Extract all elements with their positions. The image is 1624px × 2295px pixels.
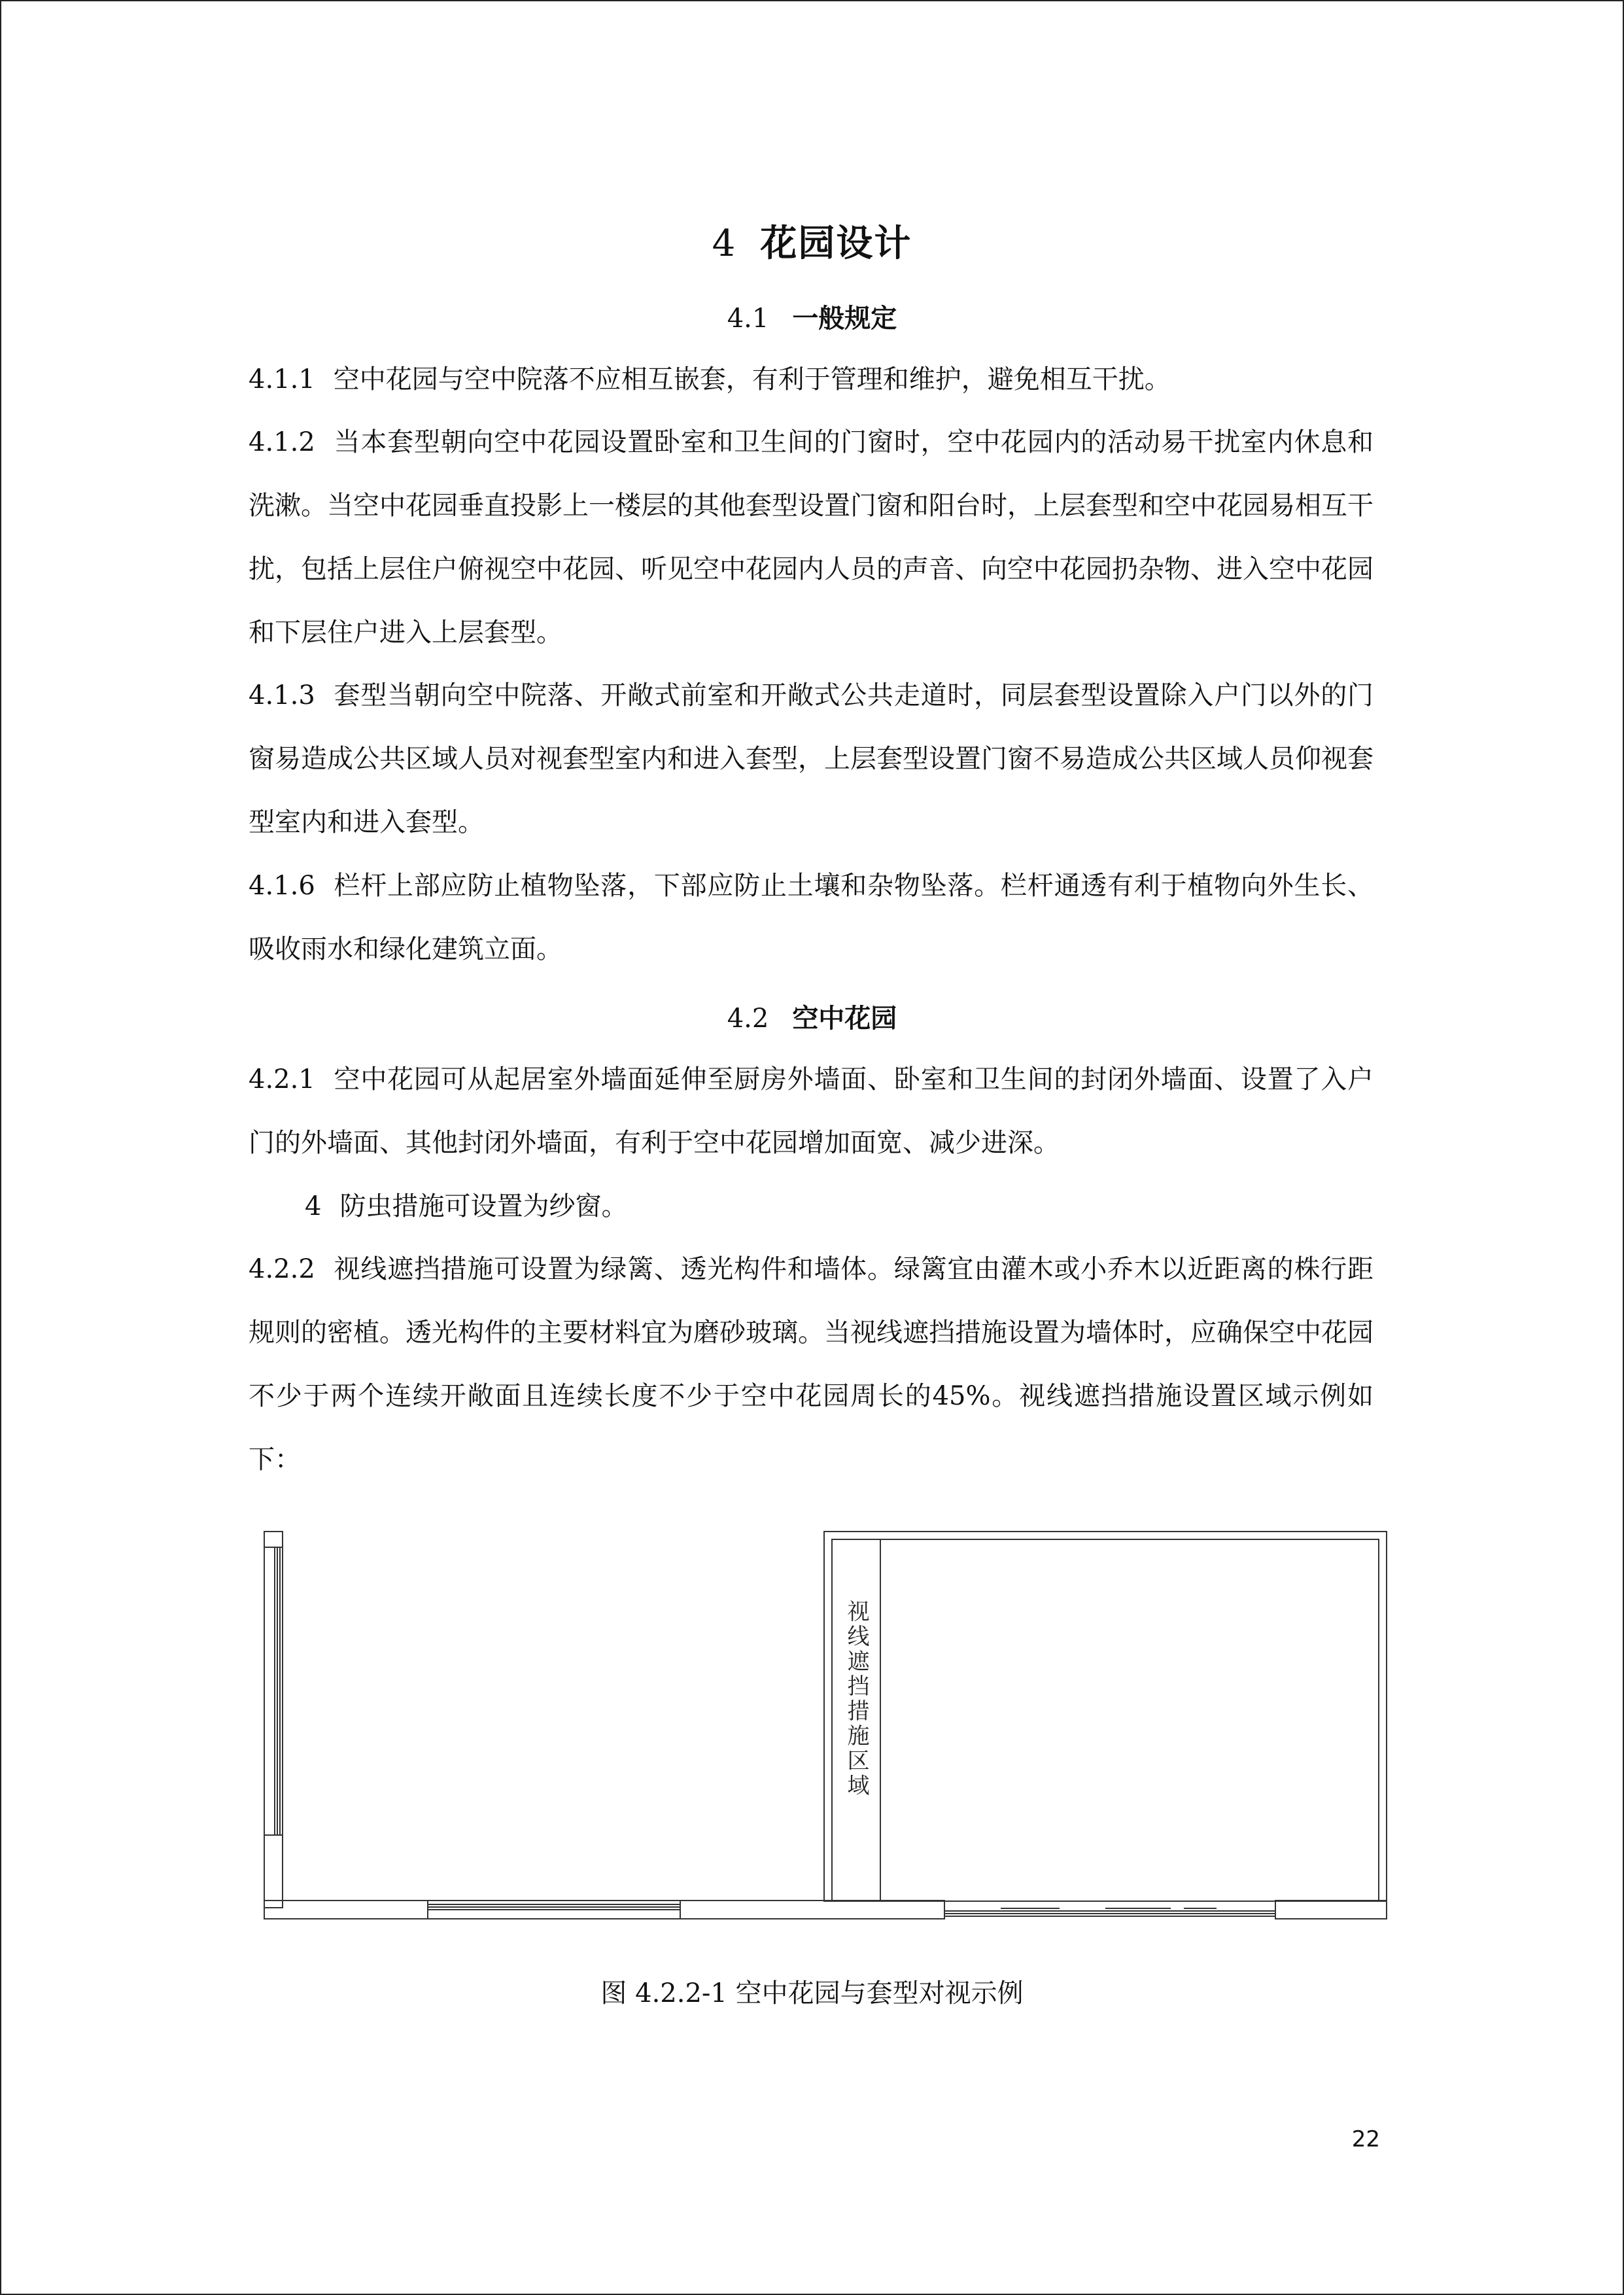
- page-number: 22: [1351, 2126, 1380, 2152]
- figure-caption: 图 4.2.2-1 空中花园与套型对视示例: [600, 1978, 1024, 2008]
- floor-plan-figure: [255, 1521, 1393, 1933]
- sight-block-zone-label: 视线遮挡措施区域: [843, 1600, 869, 1798]
- clause-number: 4.1.3: [249, 680, 315, 710]
- chapter-title-text: 花园设计: [760, 222, 912, 265]
- clause-number: 4: [305, 1191, 322, 1221]
- section-title: 一般规定: [792, 303, 897, 334]
- clause-text: 空中花园与空中院落不应相互嵌套，有利于管理和维护，避免相互干扰。: [333, 364, 1171, 394]
- clause-item-4: [249, 1175, 1430, 1238]
- clause-4-1-3: [249, 664, 1373, 854]
- clause-text: 当本套型朝向空中花园设置卧室和卫生间的门窗时，空中花园内的活动易干扰室内休息和洗漱。当空中花园垂直投影上一楼层的其他套型设置门窗和阳台时，上层套型和空中花园易相互干扰，包括上层住户俯视空中花园、听见空中花园内人员的声音、向空中花园扔杂物、进入空中花园和下层住户进入上层套型。: [249, 427, 1373, 648]
- section-heading-4-2: [0, 998, 1624, 1035]
- clause-number: 4.1.2: [249, 427, 315, 457]
- clause-4-1-2: [249, 411, 1373, 665]
- clause-text: 空中花园可从起居室外墙面延伸至厨房外墙面、卧室和卫生间的封闭外墙面、设置了入户门的外墙面、其他封闭外墙面，有利于空中花园增加面宽、减少进深。: [249, 1064, 1373, 1158]
- clause-number: 4.2.1: [249, 1064, 315, 1095]
- chapter-number: 4: [712, 222, 737, 265]
- section-heading-4-1: [0, 298, 1624, 335]
- clause-4-2-2: [249, 1238, 1373, 1492]
- clause-4-1-6: [249, 854, 1373, 981]
- clause-4-1-1: [249, 348, 1373, 412]
- section-title: 空中花园: [792, 1003, 897, 1034]
- clause-number: 4.1.1: [249, 364, 315, 394]
- clause-number: 4.1.6: [249, 871, 315, 901]
- clause-text: 栏杆上部应防止植物坠落，下部应防止土壤和杂物坠落。栏杆通透有利于植物向外生长、吸收雨水和绿化建筑立面。: [249, 871, 1373, 964]
- section-number: 4.2: [727, 1004, 769, 1034]
- chapter-title: [0, 215, 1624, 267]
- clause-number: 4.2.2: [249, 1254, 315, 1284]
- right-unit-frame: [824, 1532, 1387, 1901]
- clause-4-2-1: [249, 1048, 1373, 1175]
- clause-text: 防虫措施可设置为纱窗。: [339, 1191, 628, 1221]
- clause-text: 视线遮挡措施可设置为绿篱、透光构件和墙体。绿篱宜由灌木或小乔木以近距离的株行距规则的密植。透光构件的主要材料宜为磨砂玻璃。当视线遮挡措施设置为墙体时，应确保空中花园不少于两个连续开敞面且连续长度不少于空中花园周长的45%。视线遮挡措施设置区域示例如下：: [249, 1254, 1373, 1475]
- section-number: 4.1: [727, 304, 769, 334]
- clause-text: 套型当朝向空中院落、开敞式前室和开敞式公共走道时，同层套型设置除入户门以外的门窗易造成公共区域人员对视套型室内和进入套型，上层套型设置门窗不易造成公共区域人员仰视套型室内和进入套型。: [249, 680, 1373, 837]
